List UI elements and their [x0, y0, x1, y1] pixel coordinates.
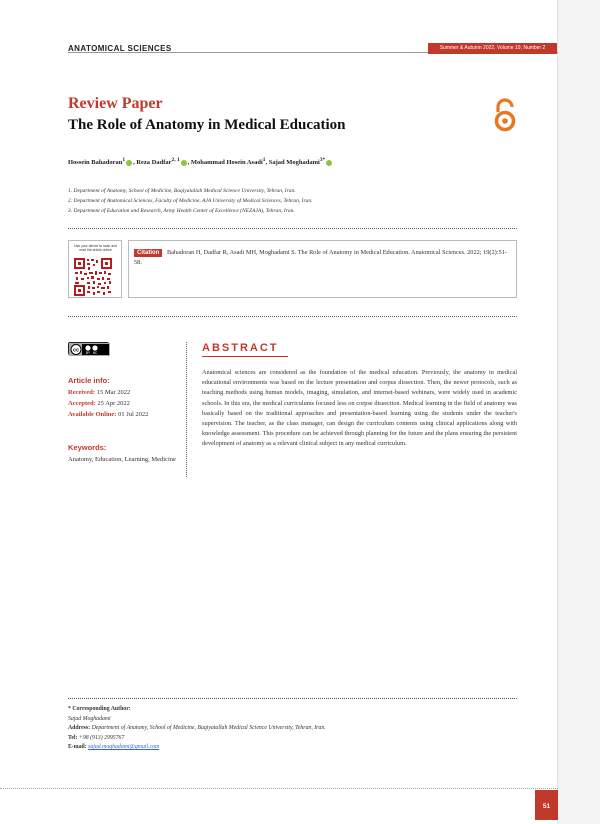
journal-name: ANATOMICAL SCIENCES	[68, 44, 172, 53]
tel-value: +98 (913) 2995767	[78, 734, 125, 741]
qr-caption: Use your device to scan and read the article online	[74, 244, 117, 252]
svg-text:cc: cc	[72, 347, 80, 354]
received-label: Received:	[68, 389, 96, 396]
affiliations	[68, 186, 313, 216]
author-affil: 2, 1	[171, 157, 180, 163]
affiliation: 2. Department of Anatomical Sciences, Faculty of Medicine, AJA University of Medical Sciences, Tehran, Iran.	[68, 198, 313, 204]
author[interactable]	[68, 159, 125, 166]
paper-title: The Role of Anatomy in Medical Education	[68, 117, 346, 133]
orcid-icon[interactable]	[181, 160, 187, 166]
author-list: Hossein Bahadoran$^1$ , Reza Dadfar$^{2, 1}$ , Mohammad Hosein Asadi$^1$, Sajad Moghadami$^{3*}$	[68, 157, 333, 166]
keywords-list: Anatomy, Education, Learning, Medicine	[68, 456, 176, 463]
author-name: Sajad Moghadami	[268, 159, 320, 167]
citation-label: Citation	[134, 249, 162, 257]
abstract-text: Anatomical sciences are considered as the foundation of the medical education. Previously, the anatomy in medical educational environments was based on the lecture presentation and corpus dissection. Then, the newer protocols, such as teaching methods using human models, imaging, simulation, and internet-based webinars, were widely used in academic schools. In this era, the medical curriculums focused less on corpse dissection. Medical learning in the field of anatomy was basically based on the traditional approaches and presentation-based learning using the students under the teacher's supervision. The teacher, as the class manager, can design the curriculum contents using clinical applications along with knowledge assessment. This procedure can be achieved through planning for the future and the plans ensuring the persistent development of anatomy as a relevant clinical subject in any medical curriculum.	[202, 369, 517, 448]
qr-code-icon[interactable]	[73, 257, 113, 297]
page-number: 51	[535, 790, 558, 820]
author[interactable]	[191, 159, 266, 166]
available-label: Available Online:	[68, 411, 117, 418]
received-row	[68, 389, 130, 396]
column-divider	[186, 342, 187, 477]
footnote-divider	[68, 698, 517, 699]
address-label: Address:	[68, 725, 91, 731]
orcid-icon[interactable]	[126, 160, 132, 166]
cc-license-badge[interactable]	[68, 342, 109, 355]
section-divider	[68, 228, 517, 229]
article-info-heading: Article info:	[68, 376, 110, 385]
abstract-underline	[202, 356, 288, 357]
author-affil: 1	[262, 157, 266, 163]
svg-text:BY: BY	[85, 351, 91, 355]
accepted-label: Accepted:	[68, 400, 96, 407]
corresponding-heading: * Corresponding Author:	[68, 706, 131, 712]
author-affil: 3*	[319, 157, 326, 163]
author-name: Hossein Bahadoran	[68, 159, 123, 167]
author[interactable]	[269, 159, 326, 166]
corresponding-author-block	[68, 705, 326, 753]
affiliation: 3. Department of Education and Research, Army Health Center of Excellence (NEZAJA), Tehran, Iran.	[68, 208, 295, 214]
available-date: 01 Jul 2022	[118, 411, 149, 418]
svg-text:NC: NC	[92, 351, 98, 355]
affiliation: 1. Department of Anatomy, School of Medicine, Baqiyatallah Medical Science University, Tehran, Iran.	[68, 188, 296, 194]
tel-label: Tel:	[68, 734, 78, 741]
paper-type: Review Paper	[68, 95, 163, 112]
cc-by-nc-icon	[69, 343, 110, 356]
author[interactable]	[136, 159, 179, 166]
open-access-icon	[492, 98, 518, 132]
email-label: E-mail:	[68, 744, 87, 750]
author-name: Reza Dadfar	[136, 159, 172, 167]
orcid-icon[interactable]	[326, 160, 332, 166]
available-row	[68, 411, 148, 418]
corresponding-name: Sajad Moghadami	[68, 715, 111, 722]
author-name: Mohammad Hosein Asadi	[190, 159, 263, 167]
author-affil: 1	[122, 157, 126, 163]
abstract-heading: ABSTRACT	[202, 342, 279, 354]
page-bottom-rule	[0, 788, 558, 789]
section-divider	[68, 316, 517, 317]
email-link[interactable]: sajad.moghadami@gmail.com	[88, 744, 160, 750]
accepted-date: 25 Apr 2022	[97, 400, 130, 407]
issue-tab: Summer & Autumn 2022, Volume 19, Number 2	[428, 43, 557, 54]
page-edge-strip	[557, 0, 600, 824]
received-date: 15 Mar 2022	[96, 389, 131, 396]
accepted-row	[68, 400, 130, 407]
citation-text: Bahadoran H, Dadfar R, Asadi MH, Moghadami S. The Role of Anatomy in Medical Education. Anatomical Sciences. 2022; 19(2):51-58.	[134, 249, 507, 266]
address-value: Department of Anatomy, School of Medicine, Baqiyatallah Medical Science University, Tehran, Iran.	[91, 725, 326, 731]
keywords-heading: Keywords:	[68, 443, 107, 452]
